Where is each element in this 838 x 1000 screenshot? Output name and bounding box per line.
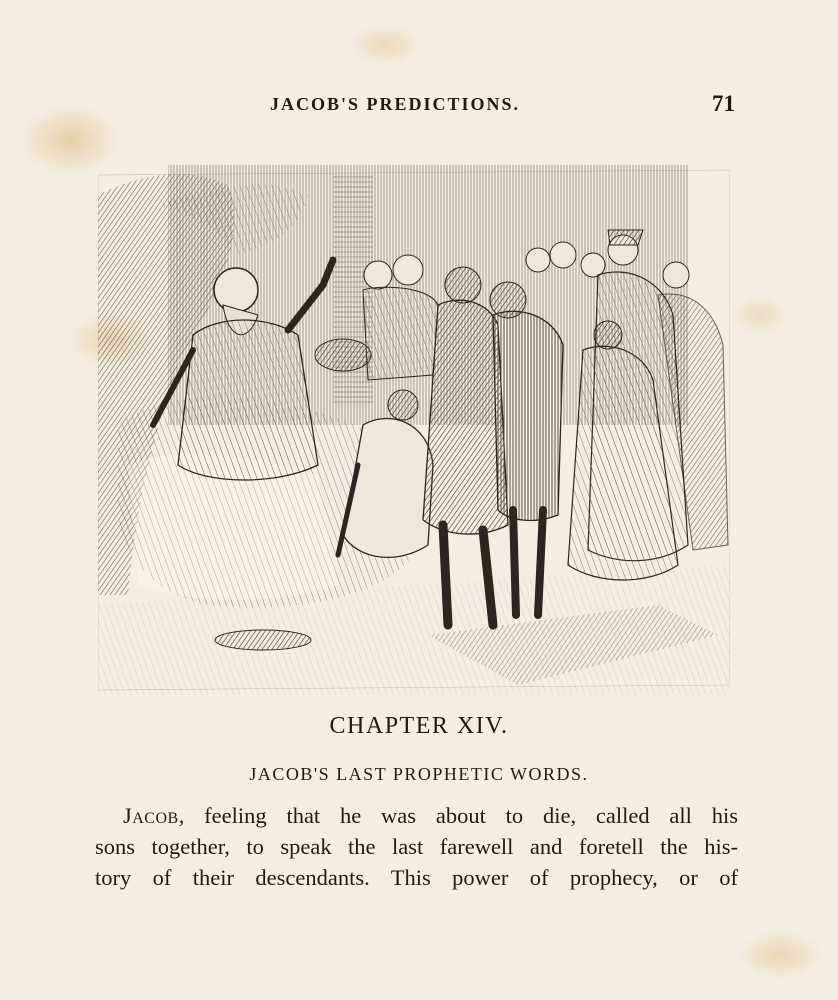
first-word: Jacob (123, 803, 179, 828)
engraving-image (98, 165, 730, 695)
page-number: 71 (712, 91, 735, 116)
paragraph-line-3: tory of their descendants. This power of prophecy, or of (95, 865, 738, 890)
line-text: , feeling that he was about to die, called all his (178, 803, 738, 828)
chapter-title: JACOB'S LAST PROPHETIC WORDS. (249, 764, 589, 784)
body-paragraph (95, 800, 738, 893)
paragraph-line-2: sons together, to speak the last farewell and foretell the his- (95, 834, 738, 859)
running-header (0, 91, 838, 122)
engraving-illustration (98, 165, 730, 695)
paragraph-line-1 (95, 800, 738, 831)
running-title: JACOB'S PREDICTIONS. (270, 94, 521, 114)
chapter-heading: CHAPTER XIV. (329, 713, 509, 739)
